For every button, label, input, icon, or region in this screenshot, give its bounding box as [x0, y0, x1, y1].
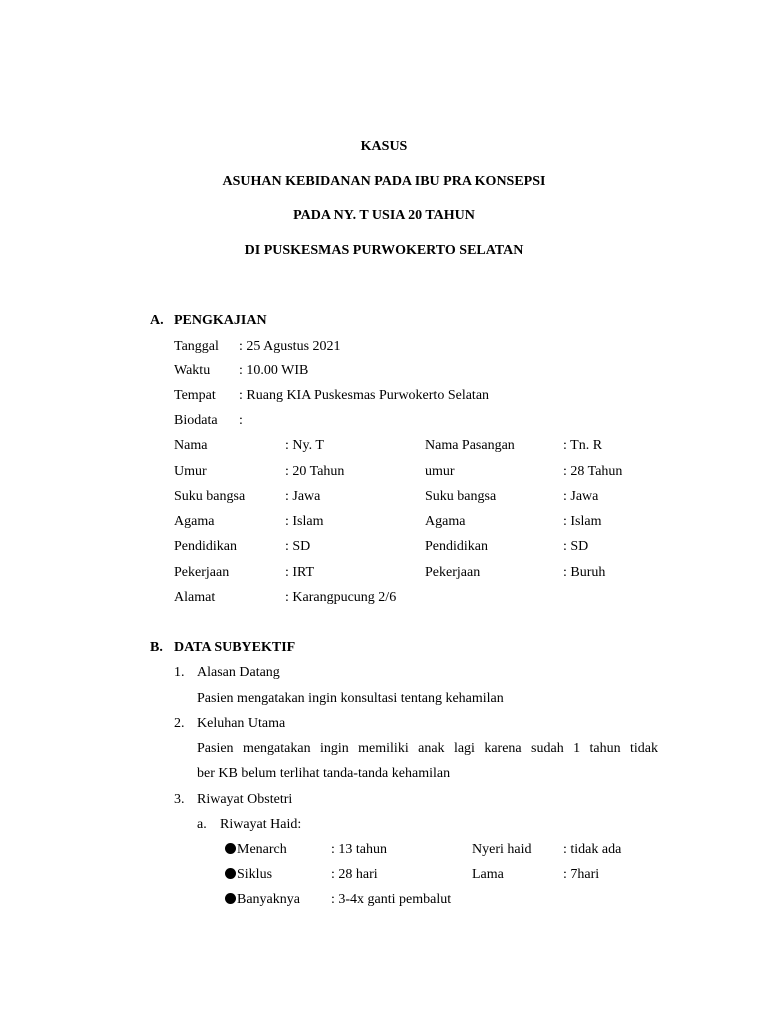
- biodata-row-value: : IRT: [285, 565, 315, 580]
- biodata-row-label: Suku bangsa: [174, 489, 246, 504]
- haid-value-2: : 7hari: [563, 867, 600, 882]
- bullet-icon: [225, 868, 236, 879]
- biodata-row-spouse-value: : Jawa: [563, 489, 599, 504]
- item-number: 2.: [174, 716, 185, 731]
- section-b-heading: DATA SUBYEKTIF: [174, 640, 296, 655]
- tempat-label: Tempat: [174, 388, 216, 403]
- biodata-row-value: : 20 Tahun: [285, 464, 345, 479]
- waktu-label: Waktu: [174, 363, 211, 378]
- bullet-icon: [225, 843, 236, 854]
- sub-item-marker: a.: [197, 817, 207, 832]
- waktu-value: : 10.00 WIB: [239, 363, 309, 378]
- haid-label-2: Nyeri haid: [472, 842, 532, 857]
- item-text: Pasien mengatakan ingin memiliki anak lagi karena sudah 1 tahun tidak: [197, 741, 658, 756]
- biodata-row-value: : Ny. T: [285, 438, 324, 453]
- tempat-value: : Ruang KIA Puskesmas Purwokerto Selatan: [239, 388, 490, 403]
- biodata-row-value: : Karangpucung 2/6: [285, 590, 397, 605]
- title-lokasi: DI PUSKESMAS PURWOKERTO SELATAN: [244, 243, 524, 258]
- item-number: 3.: [174, 792, 185, 807]
- biodata-row-spouse-value: : SD: [563, 539, 589, 554]
- haid-item: [225, 891, 300, 909]
- haid-value-2: : tidak ada: [563, 842, 622, 857]
- item-text: ber KB belum terlihat tanda-tanda kehamilan: [197, 766, 451, 781]
- haid-item: [225, 841, 287, 859]
- biodata-row-spouse-value: : 28 Tahun: [563, 464, 623, 479]
- tanggal-value: : 25 Agustus 2021: [239, 339, 341, 354]
- biodata-row-spouse-label: Pendidikan: [425, 539, 488, 554]
- item-number: 1.: [174, 665, 185, 680]
- biodata-value: :: [239, 413, 243, 428]
- biodata-row-spouse-label: Nama Pasangan: [425, 438, 515, 453]
- haid-label: Siklus: [237, 867, 273, 882]
- haid-value: : 3-4x ganti pembalut: [331, 892, 452, 907]
- title-kasus: KASUS: [360, 139, 408, 154]
- biodata-row-spouse-value: : Tn. R: [563, 438, 603, 453]
- biodata-row-spouse-value: : Islam: [563, 514, 602, 529]
- item-title: Riwayat Obstetri: [197, 792, 293, 807]
- biodata-row-spouse-label: Pekerjaan: [425, 565, 481, 580]
- biodata-row-value: : SD: [285, 539, 311, 554]
- biodata-row-label: Alamat: [174, 590, 216, 605]
- haid-label-2: Lama: [472, 867, 504, 882]
- biodata-row-label: Pendidikan: [174, 539, 237, 554]
- section-b-marker: B.: [150, 640, 163, 655]
- biodata-row-label: Agama: [174, 514, 215, 529]
- title-asuhan: ASUHAN KEBIDANAN PADA IBU PRA KONSEPSI: [222, 174, 546, 189]
- biodata-row-value: : Jawa: [285, 489, 321, 504]
- biodata-row-spouse-label: Agama: [425, 514, 466, 529]
- section-a-marker: A.: [150, 313, 164, 328]
- item-text: Pasien mengatakan ingin konsultasi tentang kehamilan: [197, 691, 504, 706]
- sub-item-title: Riwayat Haid:: [220, 817, 302, 832]
- haid-label: Banyaknya: [237, 892, 300, 907]
- tanggal-label: Tanggal: [174, 339, 219, 354]
- biodata-row-spouse-label: umur: [425, 464, 455, 479]
- haid-value: : 13 tahun: [331, 842, 387, 857]
- haid-label: Menarch: [237, 842, 287, 857]
- biodata-row-label: Nama: [174, 438, 208, 453]
- haid-value: : 28 hari: [331, 867, 378, 882]
- item-title: Alasan Datang: [197, 665, 280, 680]
- section-a-heading: PENGKAJIAN: [174, 313, 267, 328]
- title-pasien: PADA NY. T USIA 20 TAHUN: [293, 208, 475, 223]
- biodata-row-label: Pekerjaan: [174, 565, 230, 580]
- biodata-row-spouse-label: Suku bangsa: [425, 489, 497, 504]
- biodata-row-label: Umur: [174, 464, 207, 479]
- biodata-row-spouse-value: : Buruh: [563, 565, 606, 580]
- biodata-row-value: : Islam: [285, 514, 324, 529]
- bullet-icon: [225, 893, 236, 904]
- biodata-label: Biodata: [174, 413, 218, 428]
- item-title: Keluhan Utama: [197, 716, 286, 731]
- haid-item: [225, 866, 272, 884]
